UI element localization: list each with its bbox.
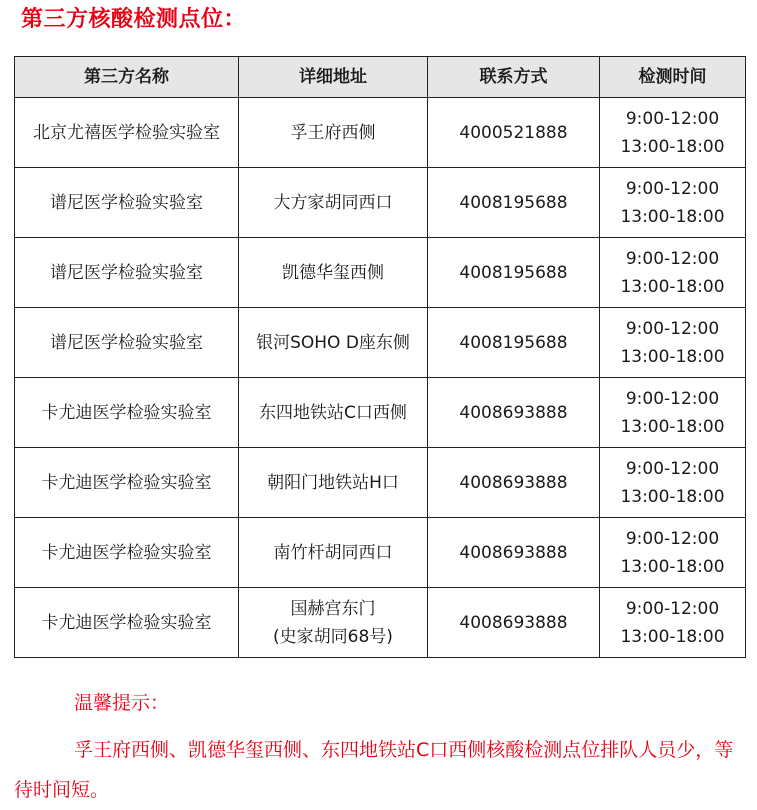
morning-hours: 9:00-12:00 xyxy=(625,248,720,269)
lab-name-cell: 卡尤迪医学检验实验室 xyxy=(15,518,239,588)
table-row xyxy=(15,168,746,238)
phone-cell: 4008195688 xyxy=(428,168,600,238)
hours-cell xyxy=(600,98,746,168)
morning-hours: 9:00-12:00 xyxy=(625,388,720,409)
page-title: 第三方核酸检测点位： xyxy=(21,7,247,32)
address-cell xyxy=(239,518,428,588)
address-line: 孚王府西侧 xyxy=(290,122,376,143)
hours-cell xyxy=(600,518,746,588)
afternoon-hours: 13:00-18:00 xyxy=(620,206,725,227)
address-cell xyxy=(239,378,428,448)
address-cell xyxy=(239,238,428,308)
table-header-row xyxy=(15,57,746,98)
afternoon-hours: 13:00-18:00 xyxy=(620,486,725,507)
table-row xyxy=(15,378,746,448)
column-header-hours: 检测时间 xyxy=(600,57,746,98)
column-header-name: 第三方名称 xyxy=(15,57,239,98)
address-cell xyxy=(239,168,428,238)
table-row xyxy=(15,98,746,168)
phone-cell: 4000521888 xyxy=(428,98,600,168)
lab-name-cell: 谱尼医学检验实验室 xyxy=(15,168,239,238)
address-cell xyxy=(239,98,428,168)
phone-cell: 4008693888 xyxy=(428,378,600,448)
hours-cell xyxy=(600,168,746,238)
table-row xyxy=(15,588,746,658)
phone-cell: 4008693888 xyxy=(428,518,600,588)
hours-cell xyxy=(600,378,746,448)
afternoon-hours: 13:00-18:00 xyxy=(620,136,725,157)
address-cell xyxy=(239,588,428,658)
phone-cell: 4008693888 xyxy=(428,448,600,518)
morning-hours: 9:00-12:00 xyxy=(625,318,720,339)
lab-name-cell: 谱尼医学检验实验室 xyxy=(15,308,239,378)
lab-name-cell: 卡尤迪医学检验实验室 xyxy=(15,448,239,518)
phone-cell: 4008693888 xyxy=(428,588,600,658)
phone-cell: 4008195688 xyxy=(428,238,600,308)
morning-hours: 9:00-12:00 xyxy=(625,458,720,479)
lab-name-cell: 卡尤迪医学检验实验室 xyxy=(15,378,239,448)
testing-sites-table xyxy=(14,56,746,658)
address-line: 银河SOHO D座东侧 xyxy=(256,332,410,353)
column-header-contact: 联系方式 xyxy=(428,57,600,98)
table-row xyxy=(15,448,746,518)
lab-name-cell: 谱尼医学检验实验室 xyxy=(15,238,239,308)
phone-cell: 4008195688 xyxy=(428,308,600,378)
address-cell xyxy=(239,448,428,518)
lab-name-cell: 北京尤禧医学检验实验室 xyxy=(15,98,239,168)
tip-heading: 温馨提示： xyxy=(74,692,170,714)
afternoon-hours: 13:00-18:00 xyxy=(620,276,725,297)
column-header-address: 详细地址 xyxy=(239,57,428,98)
table-row xyxy=(15,518,746,588)
address-line: 国赫宫东门 xyxy=(290,598,376,619)
afternoon-hours: 13:00-18:00 xyxy=(620,556,725,577)
hours-cell xyxy=(600,238,746,308)
address-cell xyxy=(239,308,428,378)
morning-hours: 9:00-12:00 xyxy=(625,528,720,549)
tip-body: 孚王府西侧、凯德华玺西侧、东四地铁站C口西侧核酸检测点位排队人员少，等待时间短。 xyxy=(14,739,734,801)
hours-cell xyxy=(600,588,746,658)
hours-cell xyxy=(600,448,746,518)
afternoon-hours: 13:00-18:00 xyxy=(620,416,725,437)
afternoon-hours: 13:00-18:00 xyxy=(620,626,725,647)
address-line: 朝阳门地铁站H口 xyxy=(267,472,399,493)
table-row xyxy=(15,238,746,308)
morning-hours: 9:00-12:00 xyxy=(625,598,720,619)
lab-name-cell: 卡尤迪医学检验实验室 xyxy=(15,588,239,658)
address-line: 东四地铁站C口西侧 xyxy=(259,402,407,423)
address-line: 南竹杆胡同西口 xyxy=(273,542,393,563)
morning-hours: 9:00-12:00 xyxy=(625,178,720,199)
morning-hours: 9:00-12:00 xyxy=(625,108,720,129)
table-row xyxy=(15,308,746,378)
address-line: 凯德华玺西侧 xyxy=(282,262,384,283)
afternoon-hours: 13:00-18:00 xyxy=(620,346,725,367)
address-line-note: (史家胡同68号) xyxy=(273,626,393,647)
hours-cell xyxy=(600,308,746,378)
address-line: 大方家胡同西口 xyxy=(273,192,393,213)
